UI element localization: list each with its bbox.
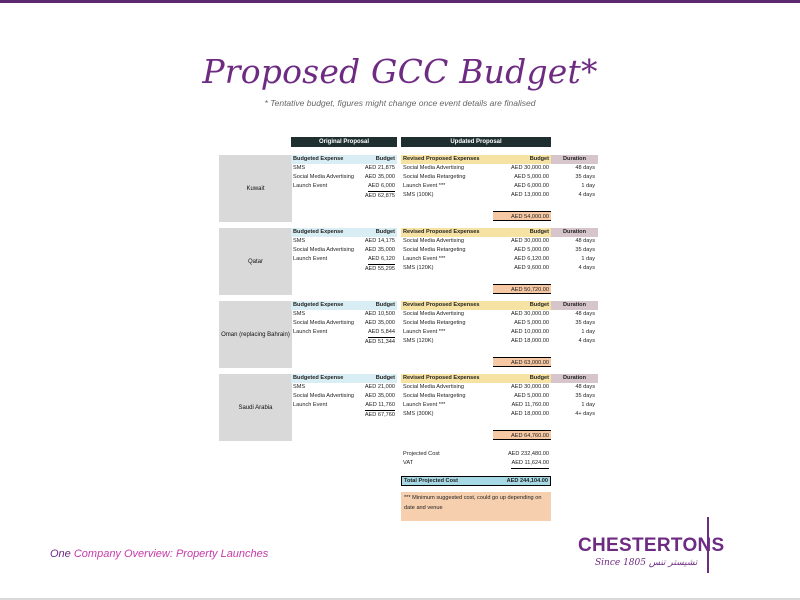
updated-expense-item: Launch Event *** — [403, 256, 446, 262]
original-expense-row — [291, 255, 397, 265]
duration-value: 1 day — [581, 402, 595, 408]
updated-expense-item: Social Media Retargeting — [403, 174, 466, 180]
original-expense-amount: AED 6,000 — [368, 182, 395, 192]
original-total-row — [291, 411, 397, 420]
updated-expense-item: Social Media Advertising — [403, 165, 464, 171]
original-budget-column — [291, 301, 397, 347]
budget-heading: Budget — [375, 156, 395, 162]
updated-expense-row — [401, 191, 551, 200]
total-projected-cost-row — [401, 476, 551, 486]
original-expense-item: SMS — [293, 165, 306, 171]
updated-expense-amount: AED 30,000.00 — [511, 311, 549, 317]
revised-expenses-heading: Revised Proposed Expenses — [403, 375, 480, 381]
duration-column — [551, 228, 598, 273]
updated-budget-heading: Budget — [529, 156, 549, 162]
projected-cost-label: Projected Cost — [403, 451, 440, 457]
updated-budget-heading: Budget — [529, 229, 549, 235]
original-expense-amount: AED 35,000 — [364, 320, 395, 326]
page-title: Proposed GCC Budget* — [202, 52, 598, 91]
original-budget-column — [291, 374, 397, 420]
original-expense-item: Launch Event — [293, 256, 328, 262]
original-expense-item: Launch Event — [293, 402, 328, 408]
updated-expense-item: Launch Event *** — [403, 183, 446, 189]
updated-expense-amount: AED 5,000.00 — [514, 174, 549, 180]
updated-expense-amount: AED 30,000.00 — [511, 238, 549, 244]
duration-value: 4+ days — [575, 411, 595, 417]
original-expense-item: Social Media Advertising — [293, 247, 354, 253]
updated-expense-row — [401, 173, 551, 182]
original-header-row — [291, 374, 397, 383]
projected-cost-row — [401, 450, 551, 459]
budgeted-expense-heading: Budgeted Expense — [293, 229, 344, 235]
country-cell — [219, 155, 292, 222]
original-expense-amount: AED 14,175 — [364, 238, 395, 244]
country-cell — [219, 374, 292, 441]
original-expense-row — [291, 164, 397, 173]
duration-value: 35 days — [575, 174, 595, 180]
updated-budget-heading: Budget — [529, 302, 549, 308]
footer-caption — [50, 548, 268, 560]
updated-total-amount: AED 64,760.00 — [493, 430, 551, 440]
original-expense-item: SMS — [293, 384, 306, 390]
updated-expense-row — [401, 337, 551, 346]
duration-value: 35 days — [575, 247, 595, 253]
original-expense-amount: AED 10,500 — [364, 311, 395, 317]
updated-budget-column — [401, 301, 551, 346]
duration-value: 1 day — [581, 183, 595, 189]
updated-header-row — [401, 374, 551, 383]
revised-expenses-heading: Revised Proposed Expenses — [403, 302, 480, 308]
vat-label: VAT — [403, 460, 414, 466]
duration-value: 48 days — [575, 165, 595, 171]
budgeted-expense-heading: Budgeted Expense — [293, 302, 344, 308]
original-expense-amount: AED 6,120 — [368, 255, 395, 265]
duration-heading: Duration — [551, 155, 598, 164]
duration-column — [551, 374, 598, 419]
updated-expense-row — [401, 310, 551, 319]
updated-expense-item: Launch Event *** — [403, 402, 446, 408]
original-expense-row — [291, 173, 397, 182]
vat-value: AED 11,624.00 — [511, 459, 549, 469]
original-expense-item: Social Media Advertising — [293, 174, 354, 180]
updated-proposal-header: Updated Proposal — [401, 137, 551, 147]
updated-total-amount: AED 50,720.00 — [493, 284, 551, 294]
updated-expense-row — [401, 264, 551, 273]
cost-note: *** Minimum suggested cost, could go up depending on date and venue — [401, 492, 551, 521]
country-name: Qatar — [247, 258, 263, 265]
updated-expense-amount: AED 5,000.00 — [514, 320, 549, 326]
updated-header-row — [401, 228, 551, 237]
budget-heading: Budget — [375, 302, 395, 308]
original-expense-amount: AED 35,000 — [364, 247, 395, 253]
original-expense-amount: AED 21,875 — [364, 165, 395, 171]
updated-expense-row — [401, 328, 551, 337]
duration-value: 48 days — [575, 311, 595, 317]
updated-expense-amount: AED 9,600.00 — [514, 265, 549, 271]
top-border — [0, 0, 800, 3]
original-total-row — [291, 338, 397, 347]
updated-expense-row — [401, 319, 551, 328]
logo-tagline — [595, 558, 697, 568]
updated-expense-item: Social Media Retargeting — [403, 247, 466, 253]
duration-heading: Duration — [551, 228, 598, 237]
duration-value: 4 days — [578, 338, 595, 344]
duration-value: 1 day — [581, 329, 595, 335]
original-expense-amount: AED 5,844 — [368, 328, 395, 338]
revised-expenses-heading: Revised Proposed Expenses — [403, 229, 480, 235]
budget-heading: Budget — [375, 229, 395, 235]
footer-accent: Company Overview: Property Launches — [73, 548, 269, 560]
duration-value: 35 days — [575, 393, 595, 399]
original-total-row — [291, 265, 397, 274]
duration-column — [551, 301, 598, 346]
duration-value: 48 days — [575, 238, 595, 244]
updated-expense-row — [401, 182, 551, 191]
page-subtitle: * Tentative budget, figures might change once event details are finalised — [264, 98, 536, 108]
updated-expense-row — [401, 237, 551, 246]
country-cell — [219, 301, 292, 368]
chestertons-logo — [578, 517, 738, 573]
country-name: Oman (replacing Bahrain) — [221, 331, 290, 338]
original-expense-row — [291, 246, 397, 255]
original-expense-row — [291, 310, 397, 319]
updated-expense-item: Social Media Retargeting — [403, 393, 466, 399]
logo-since: Since 1805 — [595, 558, 646, 568]
original-expense-amount: AED 35,000 — [364, 174, 395, 180]
duration-heading: Duration — [551, 301, 598, 310]
original-header-row — [291, 228, 397, 237]
budgeted-expense-heading: Budgeted Expense — [293, 156, 344, 162]
updated-total-amount: AED 63,000.00 — [493, 357, 551, 367]
duration-value: 4 days — [578, 265, 595, 271]
updated-total-amount: AED 54,000.00 — [493, 211, 551, 221]
original-expense-row — [291, 392, 397, 401]
updated-expense-row — [401, 383, 551, 392]
updated-expense-item: Social Media Advertising — [403, 238, 464, 244]
updated-budget-column — [401, 228, 551, 273]
summary-block — [401, 450, 551, 469]
updated-expense-item: Social Media Advertising — [403, 384, 464, 390]
duration-value: 4 days — [578, 192, 595, 198]
original-expense-item: SMS — [293, 238, 306, 244]
revised-expenses-heading: Revised Proposed Expenses — [403, 156, 480, 162]
country-cell — [219, 228, 292, 295]
updated-expense-amount: AED 6,120.00 — [514, 256, 549, 262]
updated-expense-amount: AED 6,000.00 — [514, 183, 549, 189]
footer-prefix: One — [50, 548, 71, 560]
original-expense-amount: AED 21,000 — [364, 384, 395, 390]
original-expense-item: Launch Event — [293, 183, 328, 189]
original-expense-item: Launch Event — [293, 329, 328, 335]
updated-expense-item: Social Media Advertising — [403, 311, 464, 317]
updated-expense-item: SMS (120K) — [403, 338, 434, 344]
updated-header-row — [401, 155, 551, 164]
updated-expense-item: SMS (100K) — [403, 192, 434, 198]
updated-expense-amount: AED 13,000.00 — [511, 192, 549, 198]
duration-value: 35 days — [575, 320, 595, 326]
original-total-amount: AED 51,344 — [364, 339, 395, 345]
updated-expense-row — [401, 164, 551, 173]
updated-expense-item: SMS (120K) — [403, 265, 434, 271]
duration-heading: Duration — [551, 374, 598, 383]
logo-arabic: تشيستر تنس — [648, 558, 698, 568]
updated-expense-item: SMS (300K) — [403, 411, 434, 417]
original-expense-item: Social Media Advertising — [293, 320, 354, 326]
updated-expense-amount: AED 30,000.00 — [511, 165, 549, 171]
updated-expense-amount: AED 5,000.00 — [514, 393, 549, 399]
updated-expense-item: Social Media Retargeting — [403, 320, 466, 326]
duration-value: 48 days — [575, 384, 595, 390]
original-expense-item: SMS — [293, 311, 306, 317]
updated-expense-row — [401, 392, 551, 401]
original-proposal-header: Original Proposal — [291, 137, 397, 147]
total-projected-cost-label: Total Projected Cost — [404, 478, 458, 484]
original-budget-column — [291, 228, 397, 274]
updated-expense-item: Launch Event *** — [403, 329, 446, 335]
updated-expense-amount: AED 10,000.00 — [511, 329, 549, 335]
original-total-amount: AED 67,760 — [364, 412, 395, 418]
updated-expense-row — [401, 246, 551, 255]
budget-heading: Budget — [375, 375, 395, 381]
updated-expense-amount: AED 18,000.00 — [511, 411, 549, 417]
original-expense-row — [291, 401, 397, 411]
original-total-amount: AED 62,875 — [364, 193, 395, 199]
original-expense-item: Social Media Advertising — [293, 393, 354, 399]
total-projected-cost-value: AED 244,104.00 — [506, 478, 548, 484]
original-expense-amount: AED 11,760 — [365, 401, 395, 411]
projected-cost-value: AED 232,480.00 — [507, 451, 549, 457]
updated-expense-amount: AED 18,000.00 — [511, 338, 549, 344]
original-expense-row — [291, 383, 397, 392]
country-name: Saudi Arabia — [238, 404, 273, 411]
original-total-amount: AED 55,295 — [364, 266, 395, 272]
updated-expense-amount: AED 5,000.00 — [514, 247, 549, 253]
logo-wordmark: CHESTERTONS — [578, 535, 725, 556]
original-expense-row — [291, 182, 397, 192]
updated-expense-amount: AED 11,760.00 — [511, 402, 549, 408]
original-budget-column — [291, 155, 397, 201]
duration-column — [551, 155, 598, 200]
updated-expense-row — [401, 401, 551, 410]
updated-expense-row — [401, 255, 551, 264]
updated-budget-column — [401, 374, 551, 419]
original-expense-amount: AED 35,000 — [364, 393, 395, 399]
updated-header-row — [401, 301, 551, 310]
vat-row — [401, 459, 551, 469]
country-name: Kuwait — [246, 185, 265, 192]
updated-budget-heading: Budget — [529, 375, 549, 381]
updated-expense-row — [401, 410, 551, 419]
original-expense-row — [291, 319, 397, 328]
original-expense-row — [291, 237, 397, 246]
original-total-row — [291, 192, 397, 201]
updated-budget-column — [401, 155, 551, 200]
original-expense-row — [291, 328, 397, 338]
original-header-row — [291, 301, 397, 310]
original-header-row — [291, 155, 397, 164]
updated-expense-amount: AED 30,000.00 — [511, 384, 549, 390]
budgeted-expense-heading: Budgeted Expense — [293, 375, 344, 381]
duration-value: 1 day — [581, 256, 595, 262]
